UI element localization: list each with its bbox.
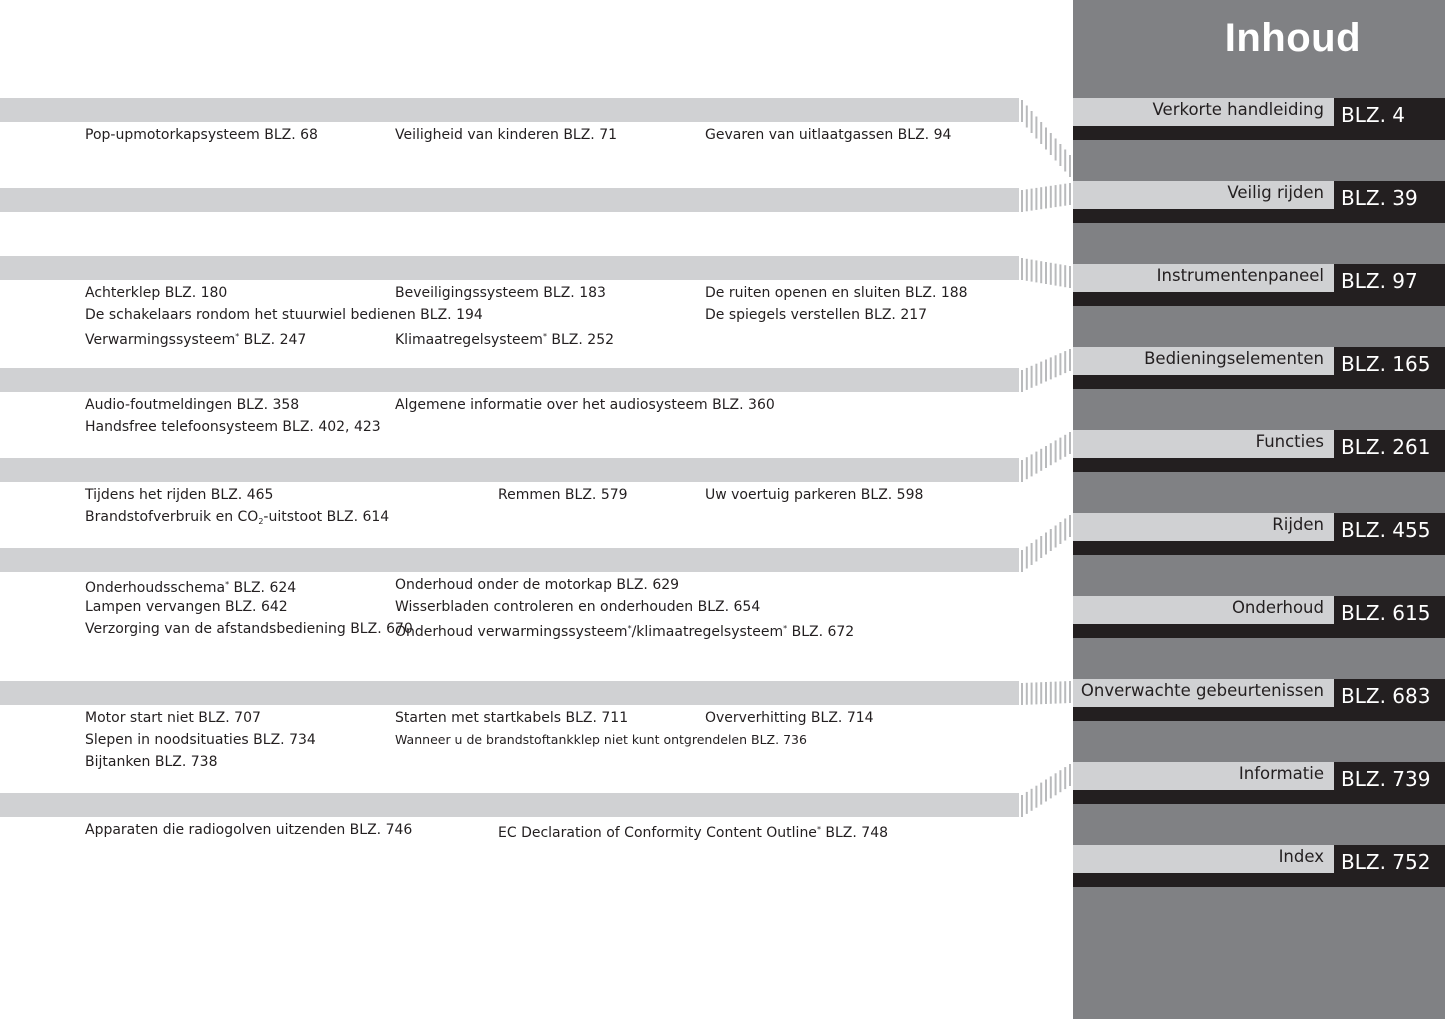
toc-entry[interactable]: Gevaren van uitlaatgassen BLZ. 94 — [705, 127, 952, 143]
toc-entry[interactable]: Bijtanken BLZ. 738 — [85, 754, 218, 770]
section-band-safety — [0, 188, 1019, 212]
toc-entry[interactable]: Onderhoudsschema* BLZ. 624 — [85, 580, 297, 596]
tab-page: BLZ. 4 — [1341, 103, 1406, 127]
section-band-info — [0, 793, 1019, 817]
section-band-maintenance — [0, 548, 1019, 572]
tab-page: BLZ. 261 — [1341, 435, 1431, 459]
connector-stripes — [1019, 0, 1073, 830]
tab-page: BLZ. 752 — [1341, 850, 1431, 874]
tab-veilig-rijden[interactable] — [1073, 181, 1445, 223]
tab-index[interactable] — [1073, 845, 1445, 887]
tab-label: Instrumentenpaneel — [1156, 266, 1324, 285]
tab-label: Index — [1278, 847, 1324, 866]
toc-entry[interactable]: De spiegels verstellen BLZ. 217 — [705, 307, 928, 323]
tab-onverwachte-gebeurtenissen[interactable] — [1073, 679, 1445, 721]
tab-page: BLZ. 455 — [1341, 518, 1431, 542]
section-band-instruments — [0, 256, 1019, 280]
page-title: Inhoud — [1224, 16, 1361, 60]
section-band-unexpected — [0, 681, 1019, 705]
toc-entry[interactable]: Veiligheid van kinderen BLZ. 71 — [395, 127, 618, 143]
section-band-features — [0, 368, 1019, 392]
section-band-quick — [0, 98, 1019, 122]
toc-entry[interactable]: Verzorging van de afstandsbediening BLZ. 670 — [85, 621, 413, 637]
tab-page: BLZ. 97 — [1341, 269, 1418, 293]
tab-label: Veilig rijden — [1227, 183, 1324, 202]
toc-entry[interactable]: Oververhitting BLZ. 714 — [705, 710, 874, 726]
tab-label: Onverwachte gebeurtenissen — [1080, 681, 1324, 700]
tab-functies[interactable] — [1073, 430, 1445, 472]
tab-label: Functies — [1255, 432, 1324, 451]
toc-entry[interactable]: Wanneer u de brandstoftankklep niet kunt ontgrendelen BLZ. 736 — [395, 732, 807, 747]
toc-entry[interactable]: Onderhoud verwarmingssysteem*/klimaatregelsysteem* BLZ. 672 — [395, 624, 855, 640]
toc-entry[interactable]: Wisserbladen controleren en onderhouden BLZ. 654 — [395, 599, 761, 615]
toc-entry[interactable]: Onderhoud onder de motorkap BLZ. 629 — [395, 577, 680, 593]
toc-entry[interactable]: Brandstofverbruik en $CO_2$-uitstoot BLZ. 614 — [85, 509, 390, 526]
toc-entry[interactable]: Klimaatregelsysteem* BLZ. 252 — [395, 332, 615, 348]
toc-entry[interactable]: Pop-upmotorkapsysteem BLZ. 68 — [85, 127, 318, 143]
tab-label: Onderhoud — [1231, 598, 1324, 617]
toc-entry[interactable]: Algemene informatie over het audiosysteem BLZ. 360 — [395, 397, 775, 413]
tab-label: Bedieningselementen — [1144, 349, 1324, 368]
toc-entry[interactable]: EC Declaration of Conformity Content Outline* BLZ. 748 — [498, 825, 889, 841]
tab-page: BLZ. 739 — [1341, 767, 1431, 791]
toc-entry[interactable]: Audio-foutmeldingen BLZ. 358 — [85, 397, 300, 413]
tab-bedieningselementen[interactable] — [1073, 347, 1445, 389]
toc-entry[interactable]: Remmen BLZ. 579 — [498, 487, 628, 503]
toc-entry[interactable]: Achterklep BLZ. 180 — [85, 285, 228, 301]
toc-entry[interactable]: Lampen vervangen BLZ. 642 — [85, 599, 288, 615]
toc-entry[interactable]: Handsfree telefoonsysteem BLZ. 402, 423 — [85, 419, 381, 435]
tab-page: BLZ. 615 — [1341, 601, 1431, 625]
toc-entry[interactable]: Slepen in noodsituaties BLZ. 734 — [85, 732, 316, 748]
tab-page: BLZ. 39 — [1341, 186, 1418, 210]
tab-rijden[interactable] — [1073, 513, 1445, 555]
toc-entry[interactable]: Uw voertuig parkeren BLZ. 598 — [705, 487, 924, 503]
toc-entry[interactable]: Tijdens het rijden BLZ. 465 — [85, 487, 274, 503]
tab-label: Rijden — [1272, 515, 1324, 534]
toc-entry[interactable]: Motor start niet BLZ. 707 — [85, 710, 261, 726]
toc-entry[interactable]: Verwarmingssysteem* BLZ. 247 — [85, 332, 307, 348]
toc-entry[interactable]: Beveiligingssysteem BLZ. 183 — [395, 285, 606, 301]
section-band-driving — [0, 458, 1019, 482]
tab-page: BLZ. 683 — [1341, 684, 1431, 708]
tab-informatie[interactable] — [1073, 762, 1445, 804]
tab-instrumentenpaneel[interactable] — [1073, 264, 1445, 306]
toc-entry[interactable]: Apparaten die radiogolven uitzenden BLZ. 746 — [85, 822, 413, 838]
tab-label: Informatie — [1238, 764, 1324, 783]
toc-entry[interactable]: De schakelaars rondom het stuurwiel bedienen BLZ. 194 — [85, 307, 483, 323]
tab-page: BLZ. 165 — [1341, 352, 1431, 376]
chapter-sidebar — [1073, 0, 1445, 1019]
tab-label: Verkorte handleiding — [1152, 100, 1324, 119]
tab-onderhoud[interactable] — [1073, 596, 1445, 638]
tab-verkorte-handleiding[interactable] — [1073, 98, 1445, 140]
toc-entry[interactable]: Starten met startkabels BLZ. 711 — [395, 710, 629, 726]
toc-entry[interactable]: De ruiten openen en sluiten BLZ. 188 — [705, 285, 968, 301]
